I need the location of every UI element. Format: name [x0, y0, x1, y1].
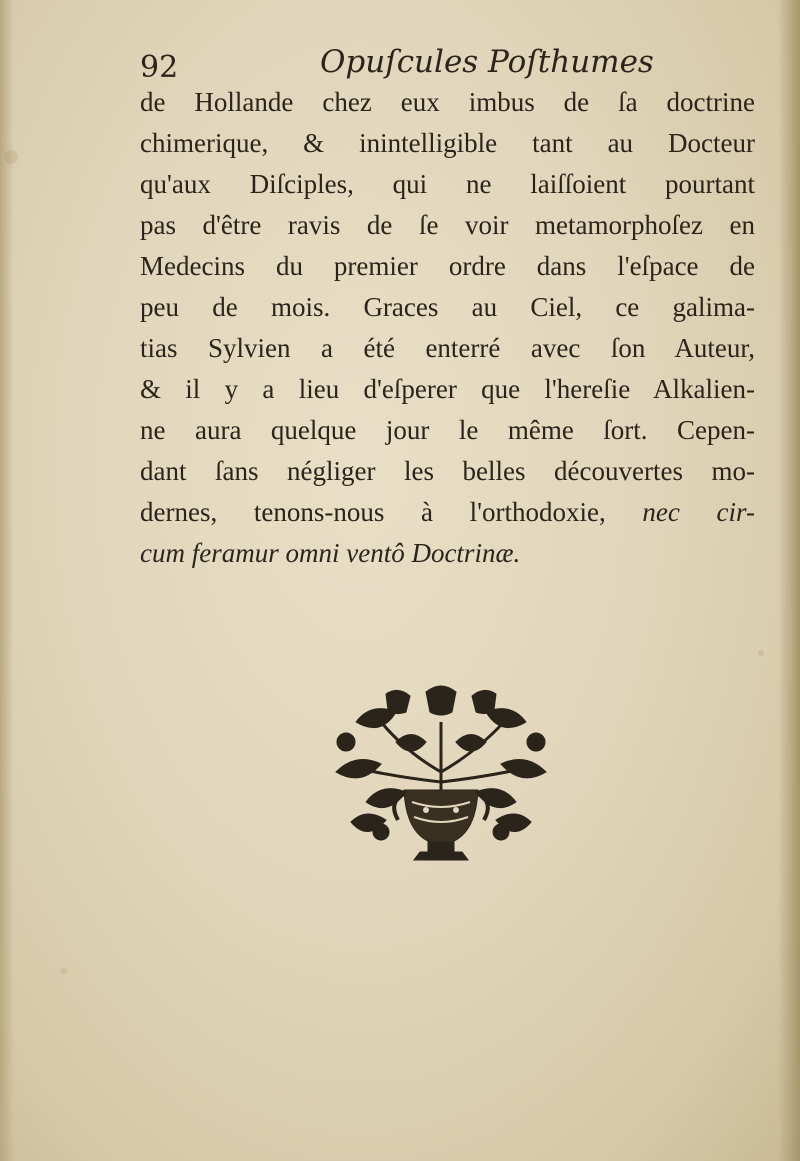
- text-line-mixed: [140, 492, 755, 533]
- text-line: & il y a lieu d'eſperer que l'hereſie Alkalien-: [140, 374, 755, 404]
- text-line: de Hollande chez eux imbus de ſa doctrine: [140, 87, 755, 117]
- text-line: Medecins du premier ordre dans l'eſpace de: [140, 251, 755, 281]
- paper-stain: [60, 968, 68, 974]
- running-head: Opuſcules Poſthumes: [320, 44, 654, 80]
- text-line: tias Sylvien a été enterré avec ſon Auteur,: [140, 333, 755, 363]
- text-line-roman: dernes, tenons-nous à l'orthodoxie,: [140, 497, 606, 527]
- text-line: peu de mois. Graces au Ciel, ce galima-: [140, 292, 755, 322]
- text-line: ne aura quelque jour le même ſort. Cepen-: [140, 415, 755, 445]
- text-line: chimerique, & inintelligible tant au Docteur: [140, 128, 755, 158]
- text-line: qu'aux Diſciples, qui ne laiſſoient pourtant: [140, 169, 755, 199]
- page-left-edge-shadow: [0, 0, 14, 1161]
- paper-stain: [758, 650, 764, 656]
- paper-stain: [4, 150, 18, 164]
- page-header: [140, 44, 740, 84]
- body-text: [140, 82, 755, 574]
- text-line-italic: nec cir-: [642, 497, 755, 527]
- text-line: dant ſans négliger les belles découvertes mo-: [140, 456, 755, 486]
- text-line: pas d'être ravis de ſe voir metamorphoſez en: [140, 210, 755, 240]
- text-line-last: cum feramur omni ventô Doctrinæ.: [140, 538, 521, 568]
- flower-vase-ornament-icon: [326, 682, 556, 882]
- page-right-edge-shadow: [778, 0, 800, 1161]
- page-number: 92: [140, 50, 179, 85]
